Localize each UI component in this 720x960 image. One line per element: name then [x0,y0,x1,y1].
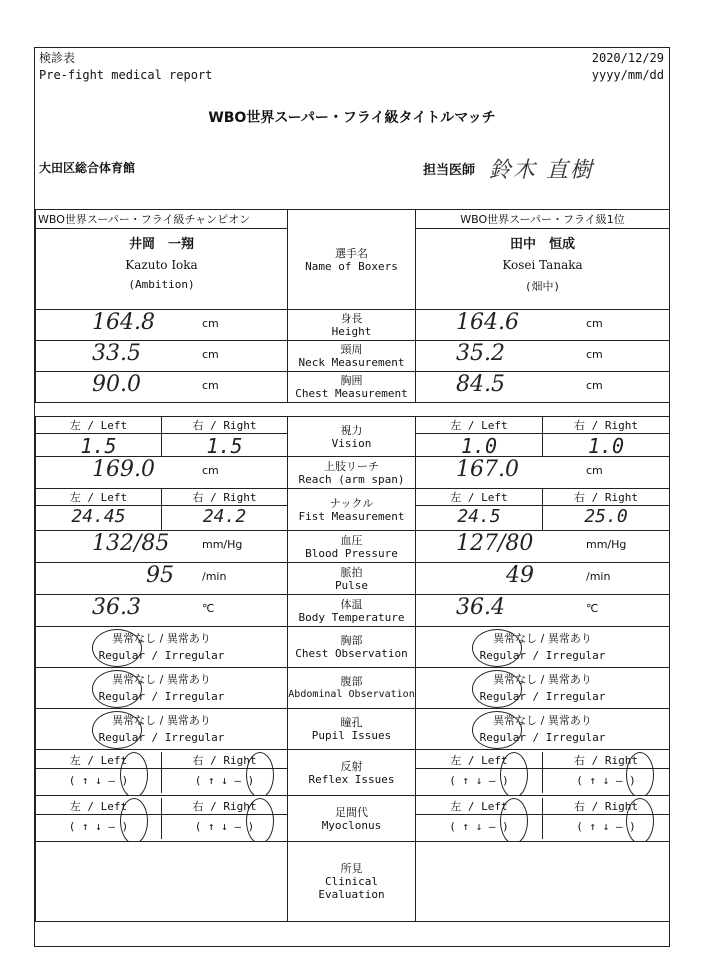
label-jp: 上肢リーチ [324,459,379,473]
circle-mark [500,798,528,842]
label-jp: 体温 [340,597,363,611]
right-header: 右 / Right [542,752,669,768]
label-en: Blood Pressure [305,546,398,560]
left-header: 左 / Left [69,419,128,432]
doctor-signature: 鈴木 直樹 [489,158,594,183]
report-title-en: Pre-fight medical report [39,68,213,82]
myo-left [36,796,288,842]
right-header: 右 / Right [161,489,287,505]
pulse-left [36,563,288,595]
height-label [288,310,416,341]
doctor-label: 担当医師 [423,163,476,178]
reflex-arrows: ( ↑ ↓ — ) [161,769,287,793]
reflex-label [288,750,416,796]
reach-label [288,457,416,489]
bp-right [416,531,670,563]
right-header: 右 / Right [542,417,669,433]
label-jp: 脈拍 [340,565,363,579]
neck-left-value: 33.5 [92,341,141,366]
unit: /min [202,570,227,583]
label-jp: 胸囲 [340,374,363,387]
spacer [288,403,416,417]
temp-right [416,595,670,627]
neck-label [288,341,416,372]
reflex-arrows: ( ↑ ↓ — ) [68,774,129,787]
reach-left-value: 169.0 [92,457,155,482]
reflex-arrows: ( ↑ ↓ — ) [449,774,509,787]
reach-right-value: 167.0 [456,457,519,482]
circle-mark [92,670,142,708]
unit: cm [586,379,603,392]
chest-obs-right [416,627,670,668]
unit: cm [586,348,603,361]
label-en: Abdominal Observation [288,689,415,700]
bp-right-value: 127/80 [456,531,534,556]
label-jp: 足間代 [335,805,368,819]
boxer-right-name-jp: 田中 恒成 [509,237,575,252]
left-header: 左 / Left [450,800,508,813]
circle-mark [92,711,142,749]
neck-right [416,341,670,372]
circle-mark [626,752,654,796]
normal-en: Regular / Irregular [479,690,606,703]
boxers-label-jp: 選手名 [335,246,368,260]
clinical-right [416,842,670,922]
match-title: WBO世界スーパー・フライ級タイトルマッチ [208,110,496,126]
myo-arrows: ( ↑ ↓ — ) [449,820,509,833]
unit: mm/Hg [586,538,627,551]
label-jp: 瞳孔 [340,716,363,729]
unit: cm [586,464,603,477]
unit: ℃ [586,602,599,615]
boxer-left-gym: (Ambition) [128,278,195,291]
circle-mark [626,798,654,842]
reflex-right [416,750,670,796]
right-header: 右 / Right [542,489,669,505]
boxer-left-name-en: Kazuto Ioka [125,258,198,272]
label-en: Fist Measurement [298,509,405,523]
normal-jp: 異常なし / 異常あり [112,673,211,686]
label-en: Height [331,325,372,338]
normal-jp: 異常なし / 異常あり [112,714,211,727]
label-jp: 腹部 [340,675,363,688]
pulse-left-value: 95 [146,563,174,588]
circle-mark [246,798,274,842]
left-header: 左 / Left [450,419,508,432]
fist-right-l-value: 24.5 [457,506,501,527]
bp-label [288,531,416,563]
circle-mark [92,629,142,667]
report-title [39,50,212,84]
circle-mark [472,711,522,749]
circle-mark [472,670,522,708]
temp-left-value: 36.3 [92,595,141,620]
boxer-left-name-jp: 井岡 一翔 [128,237,194,252]
boxer-right-rank: WBO世界スーパー・フライ級1位 [416,210,669,229]
fist-left [36,489,288,531]
unit: cm [202,379,219,392]
boxer-left-cell [36,210,288,310]
boxers-label-en: Name of Boxers [305,259,398,273]
report-date [592,50,664,84]
clinical-left [36,842,288,922]
myo-arrows: ( ↑ ↓ — ) [68,820,129,833]
fist-left-l-value: 24.45 [71,506,126,527]
left-header: 左 / Left [450,754,508,767]
vision-right-l-value: 1.0 [460,434,498,457]
abd-right [416,668,670,709]
vision-left-r-value: 1.5 [161,434,287,456]
boxers-label [288,210,416,310]
chest-obs-left [36,627,288,668]
label-jp: 反射 [340,759,363,773]
myo-label [288,796,416,842]
unit: ℃ [202,602,215,615]
unit: cm [586,317,603,330]
spacer [36,403,288,417]
bp-left [36,531,288,563]
height-right [416,310,670,341]
date-value: 2020/12/29 [591,51,664,65]
right-header: 右 / Right [161,798,287,814]
label-jp: 血圧 [340,533,363,547]
label-en: Body Temperature [298,610,405,624]
label-jp: 胸部 [340,634,363,647]
fist-left-r-value: 24.2 [161,506,287,530]
chest-obs-label [288,627,416,668]
label-en: Myoclonus [321,818,382,832]
left-header: 左 / Left [450,491,508,504]
left-header: 左 / Left [69,800,128,813]
height-left [36,310,288,341]
circle-mark [472,629,522,667]
unit: cm [202,464,219,477]
normal-en: Regular / Irregular [98,690,225,703]
left-header: 左 / Left [69,754,128,767]
fist-right-r-value: 25.0 [542,506,669,530]
label-jp: 頸周 [340,343,363,356]
venue: 大田区総合体育館 [39,161,136,175]
label-en: Neck Measurement [298,356,405,369]
label-en: Vision [331,436,372,450]
pupil-right [416,709,670,750]
temp-left [36,595,288,627]
unit: cm [202,348,219,361]
myo-arrows: ( ↑ ↓ — ) [542,815,669,839]
unit: mm/Hg [202,538,243,551]
chest-label [288,372,416,403]
boxer-right-gym: (畑中) [524,280,561,293]
abd-left [36,668,288,709]
circle-mark [500,752,528,796]
height-right-value: 164.6 [456,310,519,335]
label-en: Reflex Issues [308,772,395,786]
label-jp: 所見 [340,862,363,875]
pupil-left [36,709,288,750]
pulse-right-value: 49 [506,563,534,588]
myo-arrows: ( ↑ ↓ — ) [161,815,287,839]
label-en: Pulse [334,578,369,592]
left-header: 左 / Left [69,491,128,504]
temp-label [288,595,416,627]
fist-label [288,489,416,531]
date-format: yyyy/mm/dd [591,68,664,82]
chest-left [36,372,288,403]
neck-left [36,341,288,372]
vision-right [416,417,670,457]
normal-jp: 異常なし / 異常あり [493,632,592,645]
right-header: 右 / Right [161,752,287,768]
medical-report-sheet [34,47,670,947]
normal-jp: 異常なし / 異常あり [112,632,211,645]
boxer-left-rank: WBO世界スーパー・フライ級チャンピオン [36,210,287,229]
reflex-arrows: ( ↑ ↓ — ) [542,769,669,793]
height-left-value: 164.8 [92,310,155,335]
label-en: Clinical [325,875,378,888]
normal-jp: 異常なし / 異常あり [493,673,592,686]
reflex-left [36,750,288,796]
temp-right-value: 36.4 [456,595,505,620]
vision-left [36,417,288,457]
measurement-table [35,209,670,922]
label-jp: 身長 [340,312,363,325]
chest-right-value: 84.5 [456,372,505,397]
boxer-right-name-en: Kosei Tanaka [502,258,583,272]
normal-en: Regular / Irregular [98,649,225,662]
label-en: Pupil Issues [311,729,392,742]
pulse-right [416,563,670,595]
vision-label [288,417,416,457]
normal-jp: 異常なし / 異常あり [493,714,592,727]
bp-left-value: 132/85 [92,531,170,556]
label-jp: ナックル [329,496,374,510]
pulse-label [288,563,416,595]
label-en: Evaluation [318,888,385,901]
boxer-right-cell [416,210,670,310]
right-header: 右 / Right [161,417,287,433]
chest-right [416,372,670,403]
unit: cm [202,317,219,330]
normal-en: Regular / Irregular [479,731,606,744]
report-title-jp: 検診表 [39,51,76,65]
unit: /min [586,570,611,583]
vision-left-l-value: 1.5 [80,434,117,457]
circle-mark [120,752,148,796]
label-en: Chest Observation [295,647,408,660]
right-header: 右 / Right [542,798,669,814]
neck-right-value: 35.2 [456,341,505,366]
reach-left [36,457,288,489]
fist-right [416,489,670,531]
circle-mark [120,798,148,842]
pupil-label [288,709,416,750]
label-en: Reach (arm span) [298,472,405,486]
circle-mark [246,752,274,796]
normal-en: Regular / Irregular [98,731,225,744]
clinical-label [288,842,416,922]
normal-en: Regular / Irregular [479,649,606,662]
vision-right-r-value: 1.0 [542,434,669,456]
label-en: Chest Measurement [295,387,408,400]
label-jp: 視力 [340,423,363,437]
myo-right [416,796,670,842]
reach-right [416,457,670,489]
chest-left-value: 90.0 [92,372,141,397]
abd-label [288,668,416,709]
spacer [416,403,670,417]
